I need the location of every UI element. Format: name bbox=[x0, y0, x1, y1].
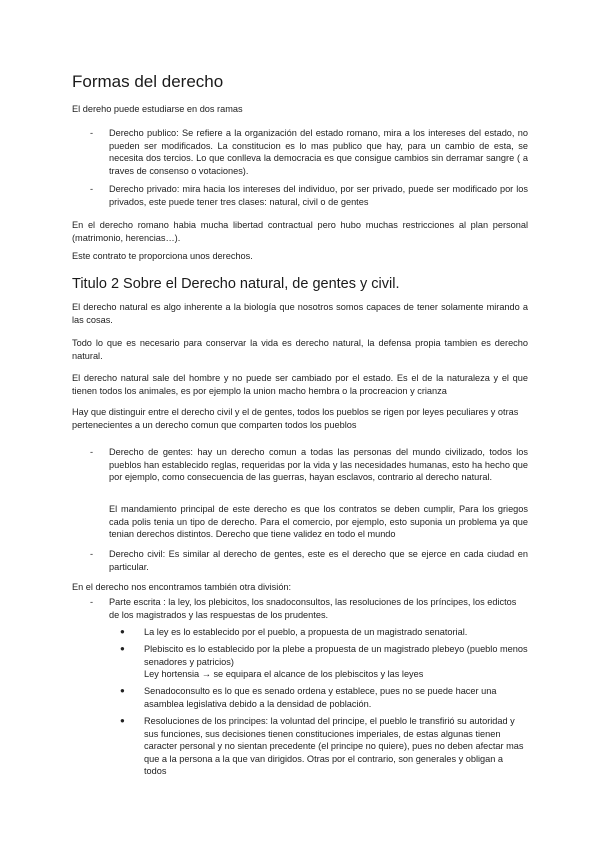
list-item bbox=[108, 643, 528, 681]
list-item bbox=[72, 183, 528, 208]
paragraph: En el derecho romano habia mucha libertad contractual pero hubo muchas restricciones al plan personal (matrimonio, herencias…). bbox=[72, 220, 528, 243]
list-item-text: Derecho civil: Es similar al derecho de gentes, este es el derecho que se ejerce en cada ciudad en particular. bbox=[109, 549, 528, 572]
page-title: Formas del derecho bbox=[72, 72, 224, 91]
list-item-text: La ley es lo establecido por el pueblo, a propuesta de un magistrado senatorial. bbox=[144, 627, 468, 637]
list-item-text: Senadoconsulto es lo que es senado ordena y establece, pues no se puede hacer una asamblea legislativa debido a la densidad de población. bbox=[144, 686, 497, 709]
list-item-text: Derecho publico: Se refiere a la organización del estado romano, mira a los intereses del estado, no pueden ser modificados. La constitucion es lo mas publico que hay, para un cambio de esta, se necesita dos tercios. Lo que conlleva la democracia es que consigue cambios sin derramar sangre ( a traves de consenso o votaciones). bbox=[109, 128, 528, 176]
list-item-text: Plebiscito es lo establecido por la plebe a propuesta de un magistrado plebeyo (pueblo menos senadores y patricios) bbox=[144, 644, 528, 667]
dash-marker: - bbox=[90, 447, 94, 457]
list-item bbox=[72, 596, 528, 621]
list-item bbox=[72, 446, 528, 484]
bullet-icon: ● bbox=[120, 686, 125, 695]
dash-marker: - bbox=[90, 184, 94, 194]
list-item-text: Derecho de gentes: hay un derecho comun a todas las personas del mundo civilizado, todos los pueblos han establecido reglas, requeridas por la vida y las necesidades humanas, esto ha hecho que por ejemplo, como consecuencia de las guerras, hayan esclavos, contrario al derecho natural. bbox=[109, 447, 528, 483]
list-item bbox=[108, 626, 528, 639]
dash-marker: - bbox=[90, 128, 94, 138]
section-heading: Titulo 2 Sobre el Derecho natural, de gentes y civil. bbox=[72, 276, 400, 292]
bullet-icon: ● bbox=[120, 627, 125, 636]
list-item bbox=[108, 715, 528, 778]
paragraph: Todo lo que es necesario para conservar la vida es derecho natural, la defensa propia tambien es derecho natural. bbox=[72, 338, 528, 361]
list-item bbox=[72, 548, 528, 573]
list-item-text: Derecho privado: mira hacia los intereses del individuo, por ser privado, puede ser modificado por los privados, este puede tener tres clases: natural, civil o de gentes bbox=[109, 184, 528, 207]
paragraph: El mandamiento principal de este derecho es que los contratos se deben cumplir, Para los griegos cada polis tenia un tipo de derecho. Para el comercio, por ejemplo, esto suponia un problema ya que tenian derechos distintos. Derecho que tiene validez en todo el mundo bbox=[109, 504, 528, 540]
list-item bbox=[108, 685, 528, 710]
paragraph: El derecho natural es algo inherente a la biología que nosotros somos capaces de tener solamente mirando a las cosas. bbox=[72, 302, 528, 325]
bullet-icon: ● bbox=[120, 644, 125, 653]
list-item bbox=[72, 127, 528, 177]
intro-paragraph: El dereho puede estudiarse en dos ramas bbox=[72, 104, 243, 114]
list-item-text: Parte escrita : la ley, los plebicitos, los snadoconsultos, las resoluciones de los príncipes, los edictos de los magistrados y las respuestas de los prudentes. bbox=[109, 597, 517, 620]
dash-marker: - bbox=[90, 597, 94, 607]
list-item-subtext: Ley hortensia → se equipara el alcance de los plebiscitos y las leyes bbox=[144, 669, 424, 680]
dash-marker: - bbox=[90, 549, 94, 559]
list-item-text: Resoluciones de los principes: la voluntad del principe, el pueblo le transfirió su autoridad y sus funciones, sus decisiones tienen constituciones imperiales, de estas algunas tienen caracter personal y no sientan precedente (el principe no quiere), pues no deben afectar mas que a la persona a la que van dirigidos. Otras por el contrario, son generales y obligan a todos bbox=[144, 716, 524, 777]
paragraph: Hay que distinguir entre el derecho civil y el de gentes, todos los pueblos se rigen por leyes peculiares y otras pertenecientes a un derecho comun que comparten todos los pueblos bbox=[72, 407, 519, 430]
bullet-icon: ● bbox=[120, 716, 125, 725]
paragraph: Este contrato te proporciona unos derechos. bbox=[72, 251, 253, 261]
paragraph: El derecho natural sale del hombre y no puede ser cambiado por el estado. Es el de la naturaleza y el que tienen todos los animales, es por ejemplo la union macho hembra o la procreacion y crianza bbox=[72, 373, 528, 396]
paragraph: En el derecho nos encontramos también otra división: bbox=[72, 582, 292, 592]
